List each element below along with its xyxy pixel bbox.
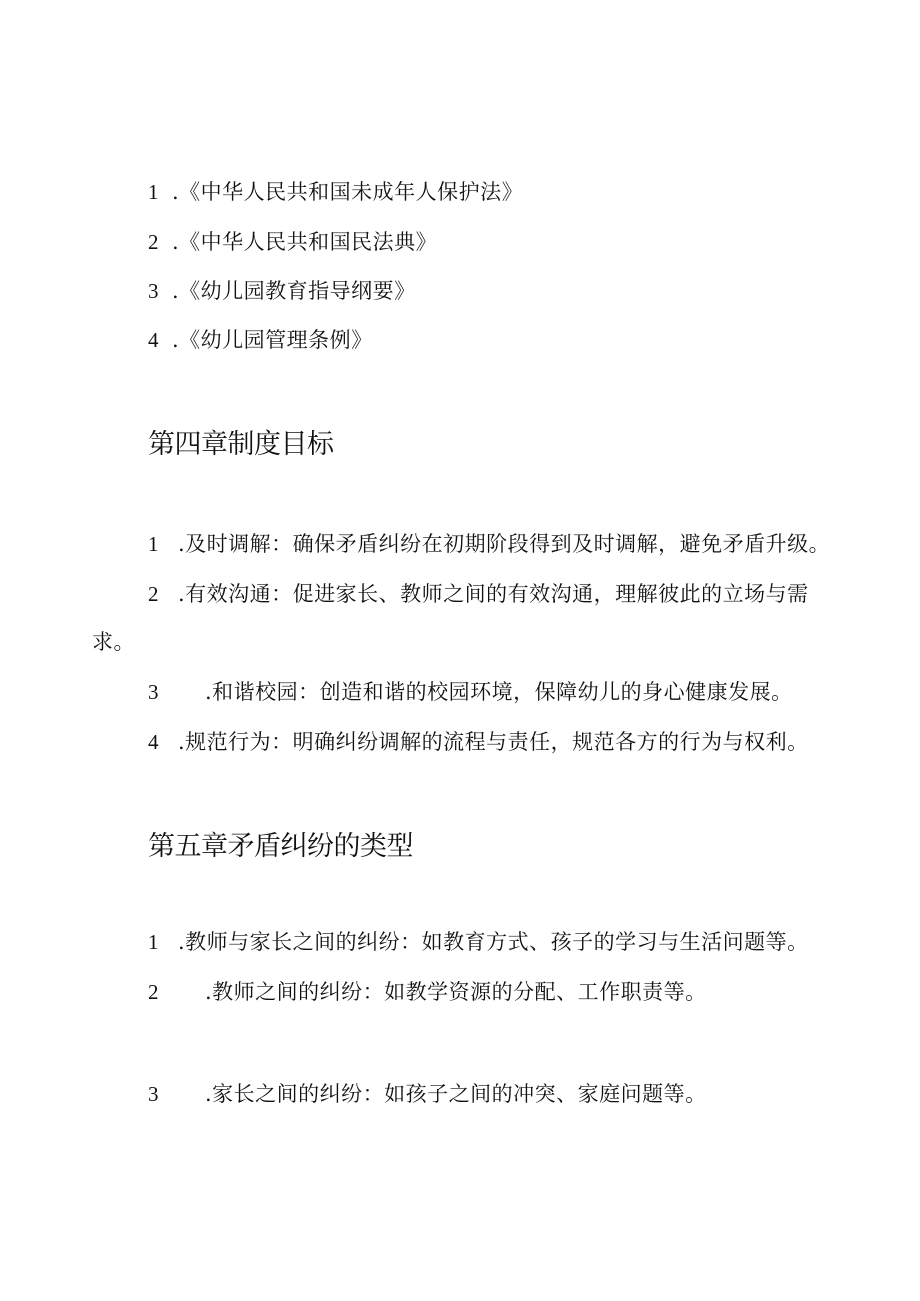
goal-item-continuation: 求。 xyxy=(92,630,135,654)
reference-text: .《中华人民共和国未成年人保护法》 xyxy=(172,180,524,204)
reference-number: 1 xyxy=(148,180,159,204)
reference-item xyxy=(148,277,416,305)
dispute-type-item xyxy=(148,1080,707,1108)
reference-item xyxy=(148,178,523,206)
goal-text: .及时调解：确保矛盾纠纷在初期阶段得到及时调解，避免矛盾升级。 xyxy=(178,532,831,556)
goal-number: 1 xyxy=(148,532,159,556)
goal-number: 3 xyxy=(148,680,159,704)
reference-text: .《幼儿园管理条例》 xyxy=(172,328,373,352)
goal-item xyxy=(148,728,809,756)
dispute-type-item xyxy=(148,978,707,1006)
goal-item xyxy=(148,580,809,608)
reference-text: .《中华人民共和国民法典》 xyxy=(172,230,438,254)
dispute-type-text: .教师之间的纠纷：如教学资源的分配、工作职责等。 xyxy=(205,980,707,1004)
goal-text: .有效沟通：促进家长、教师之间的有效沟通，理解彼此的立场与需 xyxy=(178,582,809,606)
dispute-type-text: .教师与家长之间的纠纷：如教育方式、孩子的学习与生活问题等。 xyxy=(178,930,809,954)
dispute-type-number: 1 xyxy=(148,930,159,954)
goal-number: 4 xyxy=(148,730,159,754)
goal-number: 2 xyxy=(148,582,159,606)
chapter-4-title: 第四章制度目标 xyxy=(148,429,334,460)
chapter-5-title: 第五章矛盾纠纷的类型 xyxy=(148,831,413,862)
goal-item xyxy=(148,678,793,706)
reference-number: 3 xyxy=(148,279,159,303)
goal-text: .规范行为：明确纠纷调解的流程与责任，规范各方的行为与权利。 xyxy=(178,730,809,754)
dispute-type-item xyxy=(148,928,809,956)
reference-text: .《幼儿园教育指导纲要》 xyxy=(172,279,416,303)
goal-item xyxy=(148,530,830,558)
reference-number: 2 xyxy=(148,230,159,254)
reference-item xyxy=(148,326,373,354)
goal-text: .和谐校园：创造和谐的校园环境，保障幼儿的身心健康发展。 xyxy=(205,680,793,704)
dispute-type-number: 2 xyxy=(148,980,159,1004)
reference-number: 4 xyxy=(148,328,159,352)
dispute-type-number: 3 xyxy=(148,1082,159,1106)
reference-item xyxy=(148,228,437,256)
dispute-type-text: .家长之间的纠纷：如孩子之间的冲突、家庭问题等。 xyxy=(205,1082,707,1106)
